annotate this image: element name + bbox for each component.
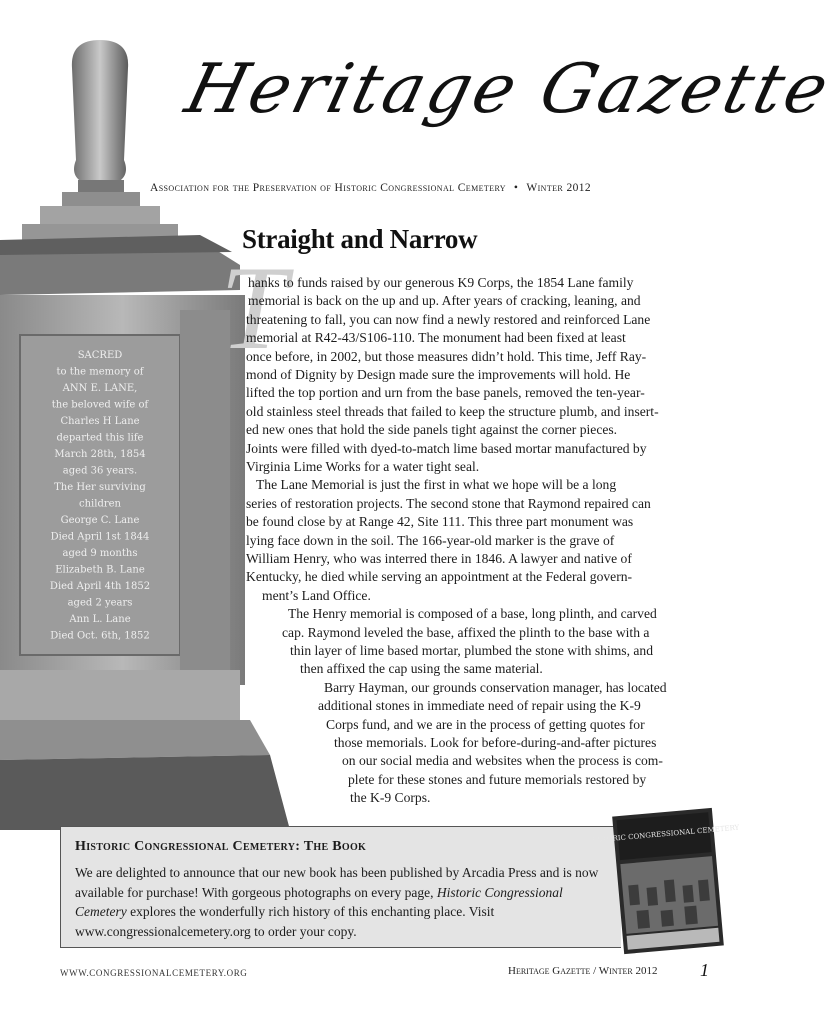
footer-publication: Heritage Gazette / Winter 2012 <box>508 965 658 977</box>
inscription-line: aged 36 years. <box>62 465 138 477</box>
book-cover-image <box>588 808 740 954</box>
inscription-line: ANN E. LANE, <box>62 383 138 394</box>
book-announcement <box>60 826 621 948</box>
masthead-title: Heritage Gazette <box>178 50 839 129</box>
article-line: The Henry memorial is composed of a base, long plinth, and carved <box>288 606 657 622</box>
article-line: lifted the top portion and urn from the base panels, removed the ten-year- <box>246 385 645 401</box>
article-line: memorial at R42-43/S106-110. The monument had been fixed at least <box>246 330 626 346</box>
inscription-line: Elizabeth B. Lane <box>55 564 145 576</box>
book-title: Historic Congressional Cemetery: The Book <box>75 839 367 854</box>
article-line: then affixed the cap using the same material. <box>300 661 543 677</box>
article-line: on our social media and websites when the process is com- <box>342 753 663 769</box>
inscription-line: children <box>79 498 121 510</box>
book-cover-title: HISTORIC CONGRESSIONAL CEMETERY <box>588 823 740 845</box>
article-line: additional stones in immediate need of repair using the K-9 <box>318 698 641 714</box>
article-line: be found close by at Range 42, Site 111. This three part monument was <box>246 514 634 530</box>
inscription-line: aged 2 years <box>67 597 133 609</box>
inscription-line: Charles H Lane <box>60 416 140 427</box>
article-line: series of restoration projects. The second stone that Raymond repaired can <box>246 495 651 511</box>
article-line: mond of Dignity by Design made sure the improvements will hold. He <box>246 367 631 382</box>
article-line: old stainless steel threads that failed to keep the structure plumb, and insert- <box>246 403 659 419</box>
article-line: thin layer of lime based mortar, plumbed the stone with shims, and <box>290 643 654 658</box>
article-line: hanks to funds raised by our generous K9 Corps, the 1854 Lane family <box>248 275 634 290</box>
article-line: memorial is back on the up and up. After years of cracking, leaning, and <box>248 293 641 309</box>
drop-cap: T <box>220 241 287 374</box>
issue-label: Winter 2012 <box>526 182 592 194</box>
bullet-separator: • <box>513 182 519 194</box>
organization-name: Association for the Preservation of Historic Congressional Cemetery <box>150 182 506 194</box>
book-text-2: explores the wonderfully rich history of this enchanting place. Visit www.congressionalcemetery.org to order your copy. <box>75 904 495 939</box>
book-text-1: We are delighted to announce that our new book has been published by Arcadia Press and is now available for purchase! With gorgeous photographs on every page, <box>75 865 599 900</box>
inscription-line: Died April 1st 1844 <box>50 531 150 543</box>
inscription-line: departed this life <box>56 432 144 444</box>
page-number: 1 <box>700 960 709 980</box>
article-line: Barry Hayman, our grounds conservation manager, has located <box>324 679 667 695</box>
inscription-line: Ann L. Lane <box>69 614 131 625</box>
inscription-line: to the memory of <box>56 366 144 378</box>
article-line: Joints were filled with dyed-to-match lime based mortar manufactured by <box>246 440 647 456</box>
article-line: The Lane Memorial is just the first in what we hope will be a long <box>256 477 617 493</box>
inscription-line: The Her surviving <box>54 482 146 493</box>
article-line: those memorials. Look for before-during-and-after pictures <box>334 735 657 750</box>
article-line: plete for these stones and future memorials restored by <box>348 771 647 787</box>
footer-website: WWW.CONGRESSIONALCEMETERY.ORG <box>60 968 248 978</box>
article-line: William Henry, who was interred there in 1846. A lawyer and native of <box>246 551 632 566</box>
inscription-line: Died April 4th 1852 <box>49 581 151 592</box>
article-headline: Straight and Narrow <box>242 224 478 254</box>
book-title-italic: Historic Congressional Cemetery <box>75 884 563 919</box>
inscription-line: the beloved wife of <box>51 399 149 411</box>
article-line: threatening to fall, you can now find a newly restored and reinforced Lane <box>246 311 651 327</box>
article-line: ment’s Land Office. <box>262 587 371 603</box>
article-line: once before, in 2002, but those measures didn’t hold. This time, Jeff Ray- <box>246 348 647 364</box>
book-description <box>75 863 615 941</box>
article-line: lying face down in the soil. The 166-year-old marker is the grave of <box>246 532 615 548</box>
inscription-line: March 28th, 1854 <box>54 449 146 460</box>
inscription-line: aged 9 months <box>62 548 138 559</box>
inscription-line: George C. Lane <box>60 515 140 526</box>
article-line: the K-9 Corps. <box>350 790 431 806</box>
article-line: ed new ones that hold the side panels tight against the corner pieces. <box>246 422 618 438</box>
article-line: Corps fund, and we are in the process of getting quotes for <box>326 716 645 732</box>
article-line: Virginia Lime Works for a water tight seal. <box>246 459 480 474</box>
inscription-line: SACRED <box>77 350 123 361</box>
article-line: Kentucky, he died while serving an appointment at the Federal govern- <box>246 569 633 585</box>
inscription-line: Died Oct. 6th, 1852 <box>50 630 150 642</box>
article-line: cap. Raymond leveled the base, affixed the plinth to the base with a <box>282 624 650 640</box>
